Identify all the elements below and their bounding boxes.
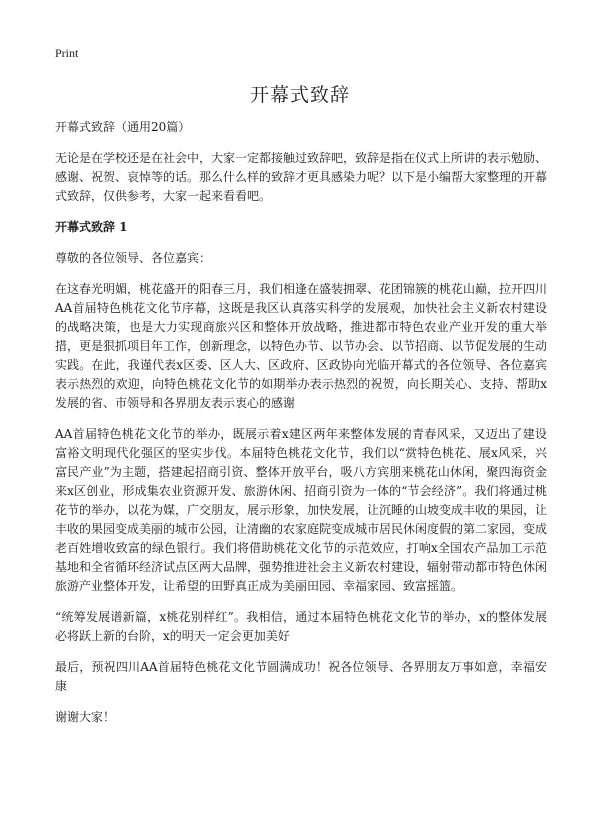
document-subtitle: 开幕式致辞（通用20篇）	[55, 120, 191, 134]
intro-paragraph: 无论是在学校还是在社会中，大家一定都接触过致辞吧，致辞是指在仪式上所讲的表示勉励、感谢、祝贺、哀悼等的话。那么什么样的致辞才更具感染力呢？以下是小编帮大家整理的开幕式致辞，仅供参考，大家一起来看看吧。	[55, 151, 548, 203]
body-paragraph: 最后，预祝四川AA首届特色桃花文化节圆满成功！祝各位领导、各界朋友万事如意，幸福安康	[55, 660, 547, 693]
salutation: 尊敬的各位领导、各位嘉宾：	[55, 251, 212, 265]
body-paragraph: 在这春光明媚，桃花盛开的阳春三月，我们相逢在盛装拥翠、花团锦簇的桃花山巅，拉开四川AA首届特色桃花文化节序幕，这既是我区认真落实科学的发展观，加快社会主义新农村建设的战略决策，也是大力实现商旅兴区和整体开放战略，推进都市特色农业产业开发的重大举措，更是狠抓项目年工作，创新理念，以特色办节、以节办会、以节招商、以节促发展的生动实践。在此，我谨代表x区委、区人大、区政府、区政协向光临开幕式的各位领导、各位嘉宾表示热烈的欢迎，向特色桃花文化节的如期举办表示热烈的祝贺，向长期关心、支持、帮助x发展的省、市领导和各界朋友表示衷心的感谢	[55, 282, 548, 410]
print-link[interactable]: Print	[55, 46, 79, 60]
section-heading: 开幕式致辞 1	[55, 220, 128, 234]
document-body	[55, 118, 547, 739]
body-paragraph: AA首届特色桃花文化节的举办，既展示着x建区两年来整体发展的青春风采，又迈出了建设富裕文明现代化强区的坚实步伐。本届特色桃花文化节，我们以“赏特色桃花、展x风采，兴富民产业”为主题，搭建起招商引资、整体开放平台，吸八方宾朋来桃花山休闲，聚四海资金来x区创业，形成集农业资源开发、旅游休闲、招商引资为一体的“节会经济”。我们将通过桃花节的举办，以花为媒，广交朋友，展示形象，加快发展，让沉睡的山坡变成丰收的果园，让丰收的果园变成美丽的城市公园，让清幽的农家庭院变成城市居民休闲度假的第二家园，变成老百姓增收致富的绿色银行。我们将借助桃花文化节的示范效应，打响x全国农产品加工示范基地和全省循环经济试点区两大品牌，强势推进社会主义新农村建设，辐射带动都市特色休闲旅游产业整体开发，让希望的田野真正成为美丽田园、幸福家园、致富摇篮。	[55, 427, 548, 593]
closing-thanks: 谢谢大家！	[55, 710, 116, 724]
body-paragraph: “统筹发展谱新篇，x桃花别样红”。我相信，通过本届特色桃花文化节的举办，x的整体发展必将跃上新的台阶，x的明天一定会更加美好	[55, 610, 547, 643]
document-title: 开幕式致辞	[249, 84, 350, 106]
